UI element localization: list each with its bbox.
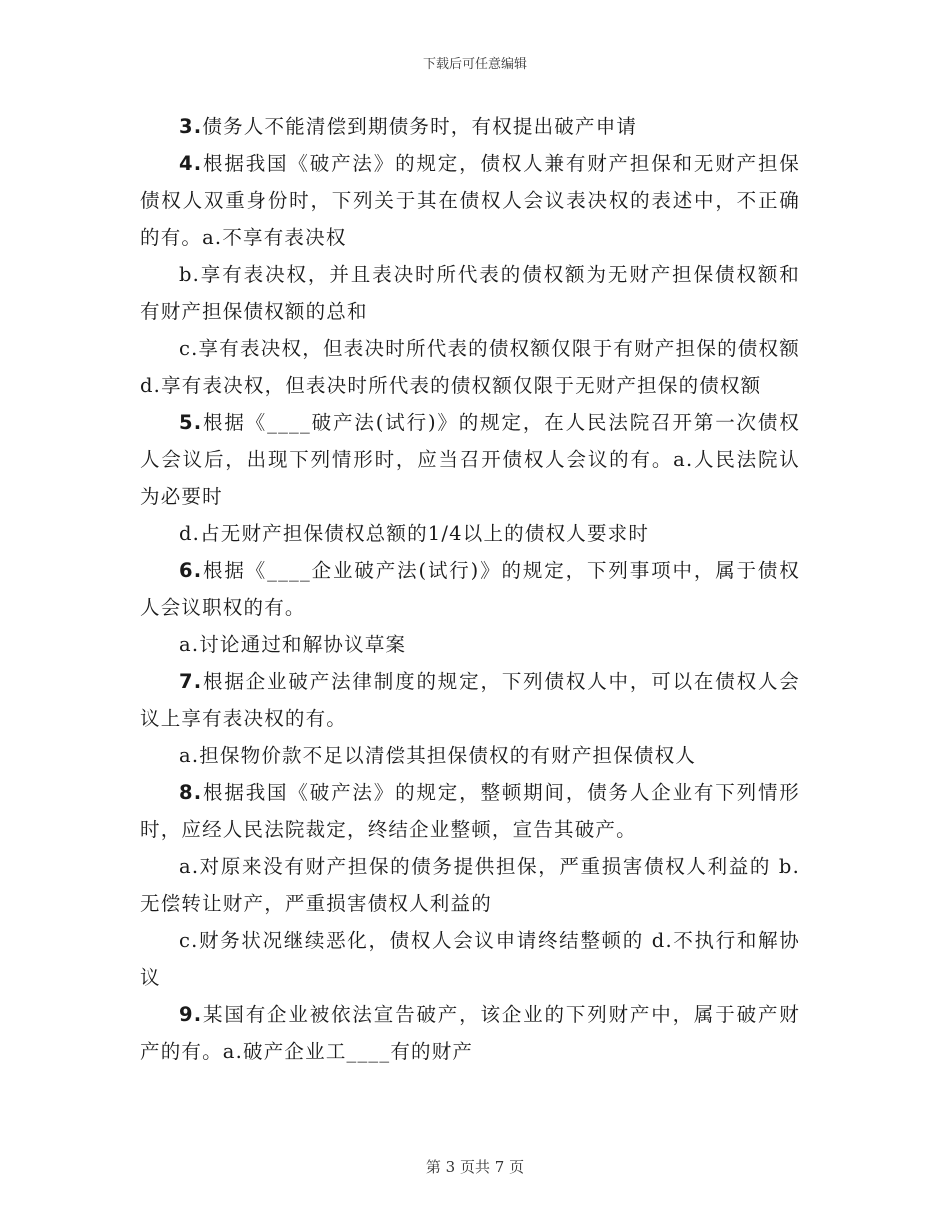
paragraph bbox=[140, 552, 800, 626]
paragraph-text: 根据《____破产法(试行)》的规定，在人民法院召开第一次债权人会议后，出现下列情形时，应当召开债权人会议的有。a.人民法院认为必要时 bbox=[140, 411, 800, 508]
paragraph bbox=[140, 922, 800, 996]
question-number: 4. bbox=[179, 152, 203, 175]
paragraph-text: a.讨论通过和解协议草案 bbox=[179, 633, 407, 656]
page-footer: 第 3 页共 7 页 bbox=[425, 1158, 525, 1176]
paragraph bbox=[140, 515, 800, 552]
page-header: 下载后可任意编辑 bbox=[422, 57, 527, 72]
paragraph-text: 根据《____企业破产法(试行)》的规定，下列事项中，属于债权人会议职权的有。 bbox=[140, 559, 800, 619]
paragraph bbox=[140, 256, 800, 330]
question-number: 9. bbox=[179, 1003, 203, 1026]
question-number: 7. bbox=[179, 670, 203, 693]
paragraph bbox=[140, 774, 800, 848]
paragraph-text: d.占无财产担保债权总额的1/4以上的债权人要求时 bbox=[179, 522, 650, 545]
paragraph-text: 某国有企业被依法宣告破产，该企业的下列财产中，属于破产财产的有。a.破产企业工____有的财产 bbox=[140, 1003, 800, 1063]
paragraph bbox=[140, 330, 800, 404]
paragraph-text: c.财务状况继续恶化，债权人会议申请终结整顿的 d.不执行和解协议 bbox=[140, 929, 800, 989]
paragraph-text: 根据我国《破产法》的规定，整顿期间，债务人企业有下列情形时，应经人民法院裁定，终结企业整顿，宣告其破产。 bbox=[140, 781, 800, 841]
paragraph-text: 根据企业破产法律制度的规定，下列债权人中，可以在债权人会议上享有表决权的有。 bbox=[140, 670, 800, 730]
paragraph bbox=[140, 737, 800, 774]
paragraph-text: 债务人不能清偿到期债务时，有权提出破产申请 bbox=[202, 115, 638, 138]
paragraph bbox=[140, 663, 800, 737]
question-number: 6. bbox=[179, 559, 203, 582]
paragraph-text: a.对原来没有财产担保的债务提供担保，严重损害债权人利益的 b.无偿转让财产，严重损害债权人利益的 bbox=[140, 855, 800, 915]
paragraph bbox=[140, 108, 800, 145]
question-number: 8. bbox=[179, 781, 203, 804]
document-body bbox=[140, 108, 800, 1070]
paragraph-text: a.担保物价款不足以清偿其担保债权的有财产担保债权人 bbox=[179, 744, 697, 767]
question-number: 5. bbox=[179, 411, 203, 434]
question-number: 3. bbox=[179, 115, 203, 138]
paragraph bbox=[140, 145, 800, 256]
paragraph-text: c.享有表决权，但表决时所代表的债权额仅限于有财产担保的债权额 d.享有表决权，但表决时所代表的债权额仅限于无财产担保的债权额 bbox=[140, 337, 800, 397]
paragraph-text: 根据我国《破产法》的规定，债权人兼有财产担保和无财产担保债权人双重身份时，下列关于其在债权人会议表决权的表述中，不正确的有。a.不享有表决权 bbox=[140, 152, 800, 249]
paragraph bbox=[140, 848, 800, 922]
paragraph bbox=[140, 404, 800, 515]
paragraph-text: b.享有表决权，并且表决时所代表的债权额为无财产担保债权额和有财产担保债权额的总和 bbox=[140, 263, 800, 323]
paragraph bbox=[140, 996, 800, 1070]
paragraph bbox=[140, 626, 800, 663]
